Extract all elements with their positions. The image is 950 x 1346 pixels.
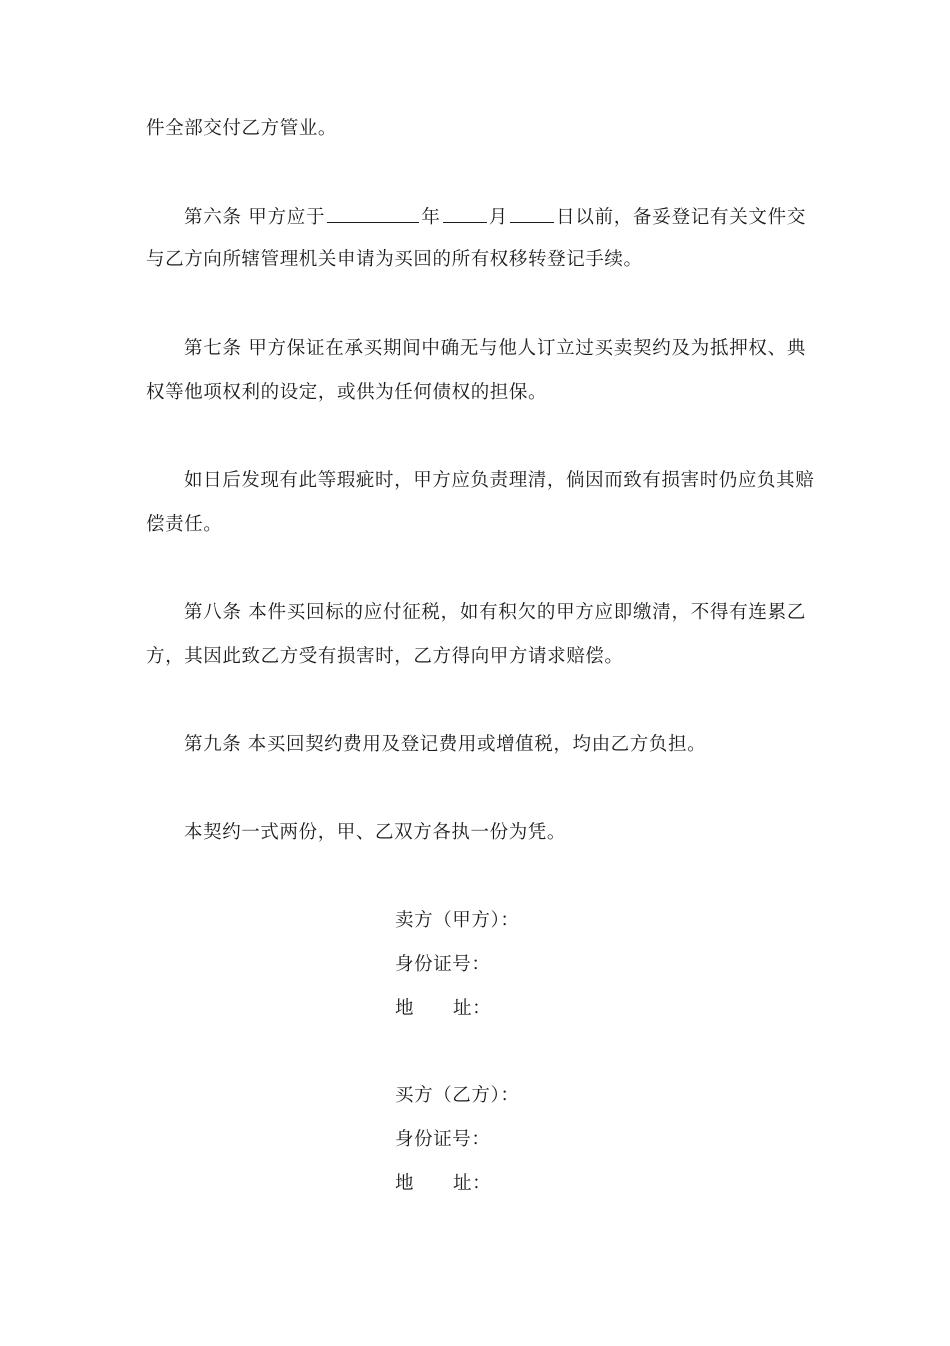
paragraph-5-tail: 件全部交付乙方管业。 [146,118,338,139]
article-7-para-2-line-1: 如日后发现有此等瑕疵时，甲方应负责理清，倘因而致有损害时仍应负其赔 [184,470,815,491]
buyer-title: 买方（乙方）： [395,1085,520,1106]
month-blank [443,203,487,223]
article-7-para-2-line-2: 偿责任。 [146,514,223,535]
article-7-line-2: 权等他项权利的设定，或供为任何债权的担保。 [146,382,548,403]
seller-address-label: 地 址： [395,998,492,1019]
article-6-month: 月 [488,207,508,228]
article-9: 第九条 本买回契约费用及登记费用或增值税，均由乙方负担。 [184,734,707,755]
day-blank [510,203,554,223]
article-8-line-2: 方，其因此致乙方受有损害时，乙方得向甲方请求赔偿。 [146,646,624,667]
article-6-line-2: 与乙方向所辖管理机关申请为买回的所有权移转登记手续。 [146,249,643,270]
article-8-line-1: 第八条 本件买回标的应付征税，如有积欠的甲方应即缴清，不得有连累乙 [184,602,806,623]
article-6-text-d: 日以前，备妥登记有关文件交 [555,207,806,228]
article-6-line-1 [146,203,806,231]
article-6-text-a: 第六条 甲方应于 [184,207,326,228]
article-7-line-1: 第七条 甲方保证在承买期间中确无与他人订立过买卖契约及为抵押权、典 [184,338,806,359]
closing-statement: 本契约一式两份，甲、乙双方各执一份为凭。 [184,822,567,843]
seller-title: 卖方（甲方）： [395,910,520,931]
buyer-address-label: 地 址： [395,1173,492,1194]
seller-id-label: 身份证号： [395,954,491,975]
article-6-year: 年 [421,207,441,228]
buyer-id-label: 身份证号： [395,1129,491,1150]
year-blank [327,203,419,223]
